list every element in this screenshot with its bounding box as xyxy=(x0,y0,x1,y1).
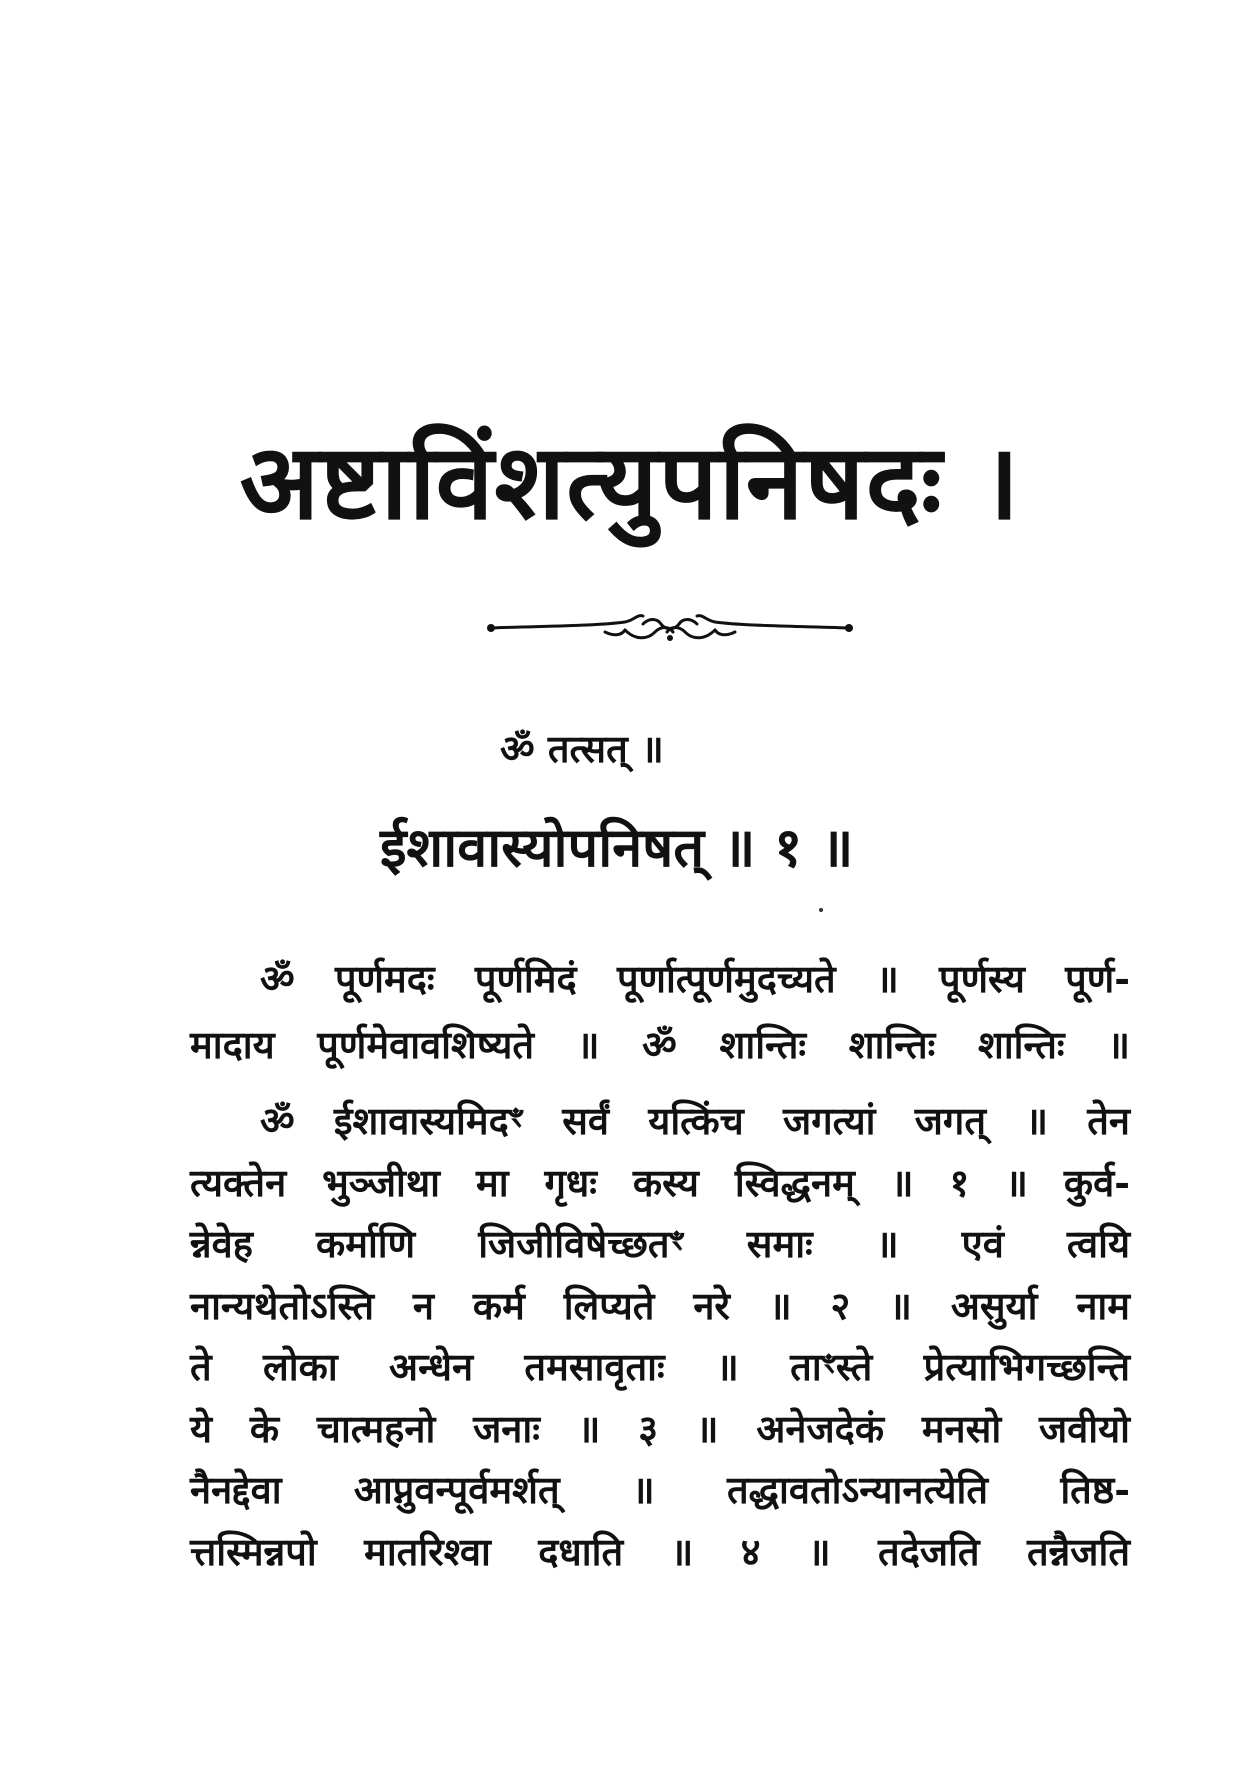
invocation-text: ॐ तत्सत् ॥ xyxy=(500,726,664,771)
text-line: ते लोका अन्धेन तमसावृताः ॥ ताꣳस्ते प्रेत्याभिगच्छन्ति xyxy=(190,1344,1130,1389)
ornamental-divider-icon xyxy=(485,606,855,650)
document-title: अष्टाविंशत्युपनिषदः । xyxy=(239,420,1021,543)
shanti-paragraph xyxy=(190,946,1130,1078)
text-line: मादाय पूर्णमेवावशिष्यते ॥ ॐ शान्तिः शान्तिः शान्तिः ॥ xyxy=(190,1022,1130,1067)
text-line: नैनद्देवा आप्नुवन्पूर्वमर्शत् ॥ तद्धावतोऽन्यानत्येति तिष्ठ- xyxy=(190,1467,1130,1512)
text-line: न्नेवेह कर्माणि जिजीविषेच्छतꣳ समाः ॥ एवं त्वयि xyxy=(190,1221,1130,1266)
print-speck xyxy=(819,908,823,912)
text-line: ये के चात्महनो जनाः ॥ ३ ॥ अनेजदेकं मनसो जवीयो xyxy=(190,1405,1130,1451)
text-line: ॐ पूर्णमदः पूर्णमिदं पूर्णात्पूर्णमुदच्यते ॥ पूर्णस्य पूर्ण- xyxy=(260,956,1130,1001)
text-line: त्यक्तेन भुञ्जीथा मा गृधः कस्य स्विद्धनम् ॥ १ ॥ कुर्व- xyxy=(190,1159,1130,1205)
text-line: नान्यथेतोऽस्ति न कर्म लिप्यते नरे ॥ २ ॥ असुर्या नाम xyxy=(190,1282,1130,1328)
text-line: ॐ ईशावास्यमिदꣳ सर्वं यत्किंच जगत्यां जगत् ॥ तेन xyxy=(260,1098,1130,1143)
text-line: त्तस्मिन्नपो मातरिश्वा दधाति ॥ ४ ॥ तदेजति तन्नैजति xyxy=(190,1528,1130,1574)
verse-paragraph xyxy=(190,1090,1130,1582)
section-heading: ईशावास्योपनिषत् ॥ १ ॥ xyxy=(380,815,854,879)
